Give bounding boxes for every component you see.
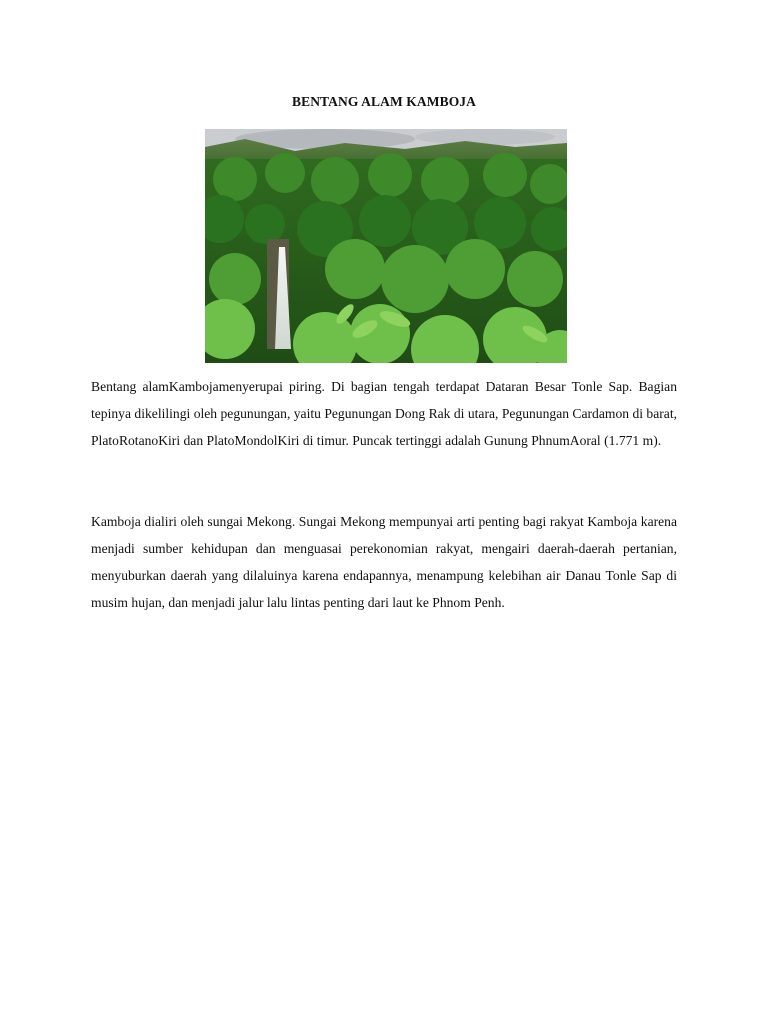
paragraph-landscape: Bentang alamKambojamenyerupai piring. Di bagian tengah terdapat Dataran Besar Tonle Sap. Bagian tepinya dikelilingi oleh pegunungan, yaitu Pegunungan Dong Rak di utara, Pegunungan Cardamon di barat, PlatoRotanoKiri dan PlatoMondolKiri di timur. Puncak tertinggi adalah Gunung PhnumAoral (1.771 m). <box>91 379 677 448</box>
waterfall-forest-photo <box>205 129 567 363</box>
document-title: BENTANG ALAM KAMBOJA <box>291 94 476 109</box>
paragraph-mekong: Kamboja dialiri oleh sungai Mekong. Sungai Mekong mempunyai arti penting bagi rakyat Kamboja karena menjadi sumber kehidupan dan menguasai perekonomian rakyat, mengairi daerah-daerah pertanian, menyuburkan daerah yang dilaluinya karena endapannya, menampung kelebihan air Danau Tonle Sap di musim hujan, dan menjadi jalur lalu lintas penting dari laut ke Phnom Penh. <box>91 514 677 610</box>
